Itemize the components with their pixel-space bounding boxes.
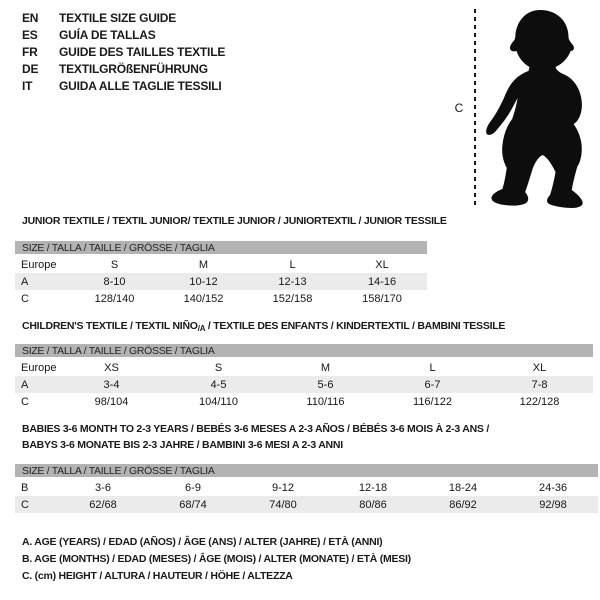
section-heading-babies <box>22 422 489 453</box>
table-cell: 18-24 <box>448 481 478 494</box>
babies-size-table <box>15 464 598 513</box>
table-row-age <box>15 376 593 393</box>
language-row <box>22 61 225 78</box>
children-size-table <box>15 344 593 410</box>
table-cell: 98/104 <box>94 395 129 408</box>
table-cell: 104/110 <box>199 395 238 408</box>
table-cell: 86/92 <box>418 496 508 513</box>
language-title: TEXTILGRÖßENFÜHRUNG <box>59 62 208 76</box>
table-cell: 12-18 <box>358 481 388 494</box>
table-cell: 6-7 <box>379 376 486 393</box>
table-cell: 8-10 <box>70 273 159 290</box>
footnote-list <box>22 534 411 585</box>
heading-subscript: /A <box>197 324 206 333</box>
heading-line: BABIES 3-6 MONTH TO 2-3 YEARS / BEBÉS 3-6 MESES A 2-3 AÑOS / BÉBÉS 3-6 MOIS À 2-3 ANS / <box>22 423 490 435</box>
table-cell: M <box>320 361 331 374</box>
table-row-height <box>15 290 427 307</box>
row-label: C <box>21 395 29 408</box>
row-label: C <box>15 496 58 513</box>
language-row <box>22 78 225 95</box>
table-cell: S <box>214 361 223 374</box>
footnote-age-years: A. AGE (YEARS) / EDAD (AÑOS) / ÂGE (ANS) / ALTER (JAHRE) / ETÀ (ANNI) <box>22 536 383 548</box>
heading-text: CHILDREN'S TEXTILE / TEXTIL NIÑO <box>22 320 198 332</box>
language-title: GUÍA DE TALLAS <box>59 28 156 42</box>
table-cell: L <box>429 361 436 374</box>
table-header-label: SIZE / TALLA / TAILLE / GRÖSSE / TAGLIA <box>15 344 593 358</box>
language-code: IT <box>22 79 33 93</box>
table-cell: 158/170 <box>362 292 402 305</box>
language-code: DE <box>22 62 39 76</box>
table-row-europe <box>15 255 427 273</box>
table-cell: 24-36 <box>538 481 568 494</box>
table-cell: 4-5 <box>165 376 272 393</box>
table-cell: 68/74 <box>148 496 238 513</box>
table-cell: 3-6 <box>95 481 111 494</box>
baby-silhouette-icon <box>484 7 588 210</box>
table-cell: 7-8 <box>486 376 593 393</box>
junior-size-table <box>15 241 427 307</box>
table-cell: XS <box>104 361 119 374</box>
language-code: EN <box>22 11 39 25</box>
table-cell: 128/140 <box>94 292 135 305</box>
row-label: Europe <box>21 361 57 374</box>
language-code: FR <box>22 45 38 59</box>
section-heading-children <box>22 319 505 337</box>
footnote-age-months: B. AGE (MONTHS) / EDAD (MESES) / ÂGE (MOIS) / ALTER (MONATE) / ETÀ (MESI) <box>22 553 411 565</box>
table-cell: 62/68 <box>58 496 148 513</box>
table-cell: 9-12 <box>271 481 295 494</box>
language-row <box>22 10 225 27</box>
table-cell: L <box>289 258 296 271</box>
table-header-row <box>15 464 598 478</box>
table-header-label: SIZE / TALLA / TAILLE / GRÖSSE / TAGLIA <box>15 464 598 478</box>
table-cell: XL <box>532 361 547 374</box>
table-cell: 10-12 <box>159 273 248 290</box>
height-measure-label: C <box>454 101 464 115</box>
table-cell: 14-16 <box>337 273 427 290</box>
table-cell: 92/98 <box>508 496 598 513</box>
table-header-row <box>15 241 427 255</box>
language-title: TEXTILE SIZE GUIDE <box>59 11 177 25</box>
language-code: ES <box>22 28 38 42</box>
table-cell: S <box>110 258 119 271</box>
row-label: A <box>15 273 70 290</box>
table-cell: M <box>198 258 209 271</box>
table-row-europe <box>15 358 593 376</box>
section-heading-junior: JUNIOR TEXTILE / TEXTIL JUNIOR/ TEXTILE JUNIOR / JUNIORTEXTIL / JUNIOR TESSILE <box>22 215 447 227</box>
table-row-height <box>15 496 598 513</box>
table-cell: 140/152 <box>183 292 224 305</box>
table-cell: 110/116 <box>306 395 345 408</box>
row-label: Europe <box>21 258 57 271</box>
table-cell: 122/128 <box>519 395 560 408</box>
table-cell: 12-13 <box>248 273 337 290</box>
row-label: A <box>15 376 58 393</box>
language-row <box>22 27 225 44</box>
language-title: GUIDA ALLE TAGLIE TESSILI <box>59 79 222 93</box>
height-dashed-line <box>474 9 476 208</box>
row-label: C <box>21 292 29 305</box>
row-label: B <box>21 481 29 494</box>
table-row-age <box>15 273 427 290</box>
table-cell: 74/80 <box>238 496 328 513</box>
table-row-height <box>15 393 593 410</box>
table-cell: 152/158 <box>272 292 313 305</box>
baby-height-figure <box>450 5 600 210</box>
footnote-height-cm: C. (cm) HEIGHT / ALTURA / HAUTEUR / HÖHE / ALTEZZA <box>22 570 293 582</box>
table-header-label: SIZE / TALLA / TAILLE / GRÖSSE / TAGLIA <box>15 241 427 255</box>
table-row-age-months <box>15 478 598 496</box>
table-cell: 116/122 <box>413 395 452 408</box>
table-cell: 6-9 <box>185 481 201 494</box>
language-row <box>22 44 225 61</box>
language-title-list <box>22 10 225 95</box>
table-cell: 5-6 <box>272 376 379 393</box>
table-cell: 80/86 <box>328 496 418 513</box>
heading-line: BABYS 3-6 MONATE BIS 2-3 JAHRE / BAMBINI 3-6 MESI A 2-3 ANNI <box>22 438 343 451</box>
language-title: GUIDE DES TAILLES TEXTILE <box>59 45 226 59</box>
table-cell: XL <box>375 258 389 271</box>
heading-text: / TEXTILE DES ENFANTS / KINDERTEXTIL / BAMBINI TESSILE <box>205 320 506 332</box>
table-cell: 3-4 <box>58 376 165 393</box>
table-header-row <box>15 344 593 358</box>
